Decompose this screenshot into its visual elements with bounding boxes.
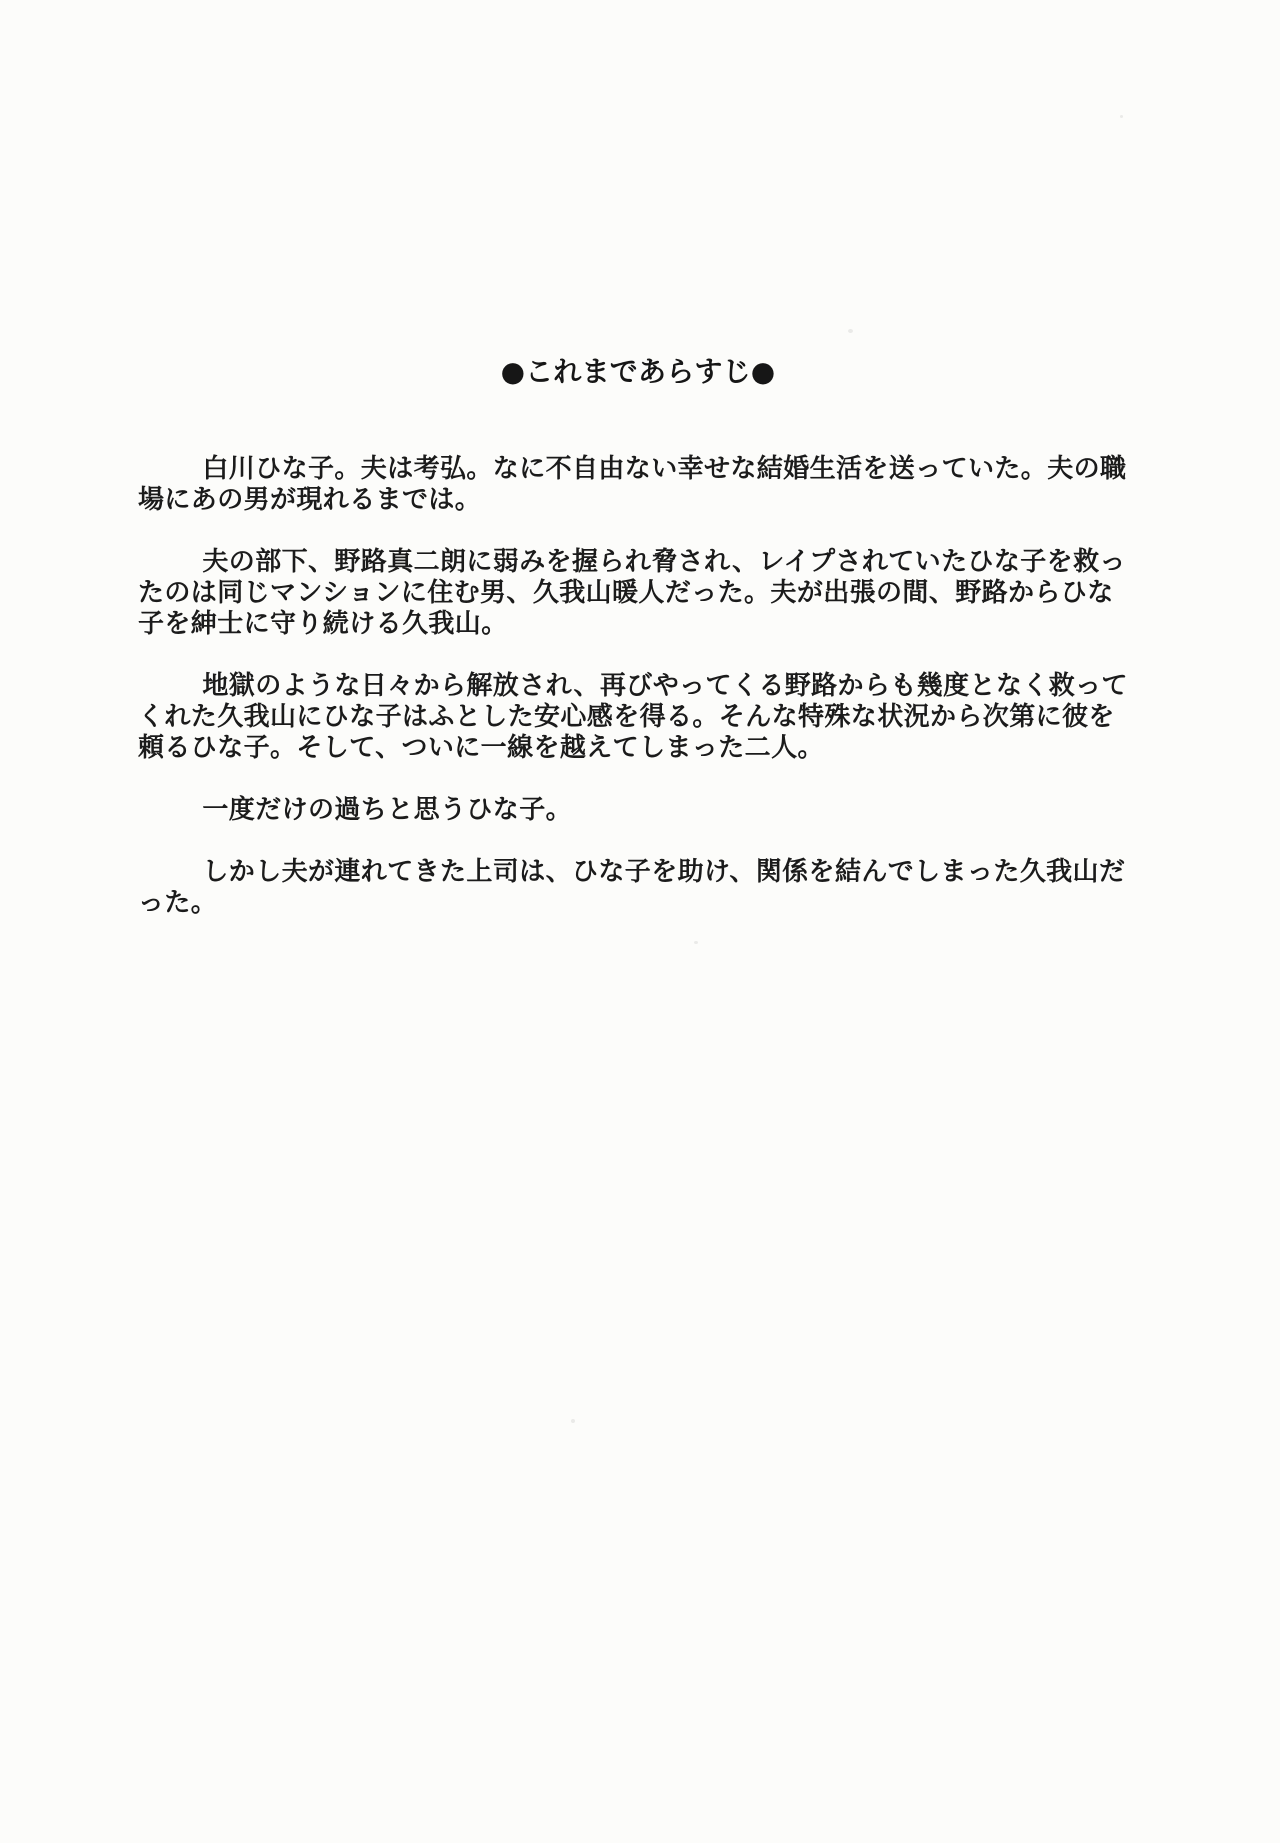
scan-speck [571, 1419, 575, 1423]
synopsis-paragraph-4: 一度だけの過ちと思うひな子。 [176, 795, 573, 825]
synopsis-paragraph-5: しかし夫が連れてきた上司は、ひな子を助け、関係を結んでしまった久我山だった。 [138, 857, 1126, 918]
synopsis-title: ●これまであらすじ● [500, 355, 776, 388]
scan-speck [694, 941, 698, 944]
synopsis-paragraph-2: 夫の部下、野路真二朗に弱みを握られ脅され、レイプされていたひな子を救ったのは同じマンションに住む男、久我山暖人だった。夫が出張の間、野路からひな子を紳士に守り続ける久我山。 [138, 547, 1126, 639]
scan-speck [848, 329, 853, 333]
scan-speck [1120, 115, 1123, 118]
synopsis-paragraph-3: 地獄のような日々から解放され、再びやってくる野路からも幾度となく救ってくれた久我山にひな子はふとした安心感を得る。そんな特殊な状況から次第に彼を頼るひな子。そして、ついに一線を越えてしまった二人。 [138, 671, 1128, 763]
synopsis-paragraph-1: 白川ひな子。夫は考弘。なに不自由ない幸せな結婚生活を送っていた。夫の職場にあの男が現れるまでは。 [138, 454, 1127, 515]
synopsis-text-column [138, 0, 1138, 950]
